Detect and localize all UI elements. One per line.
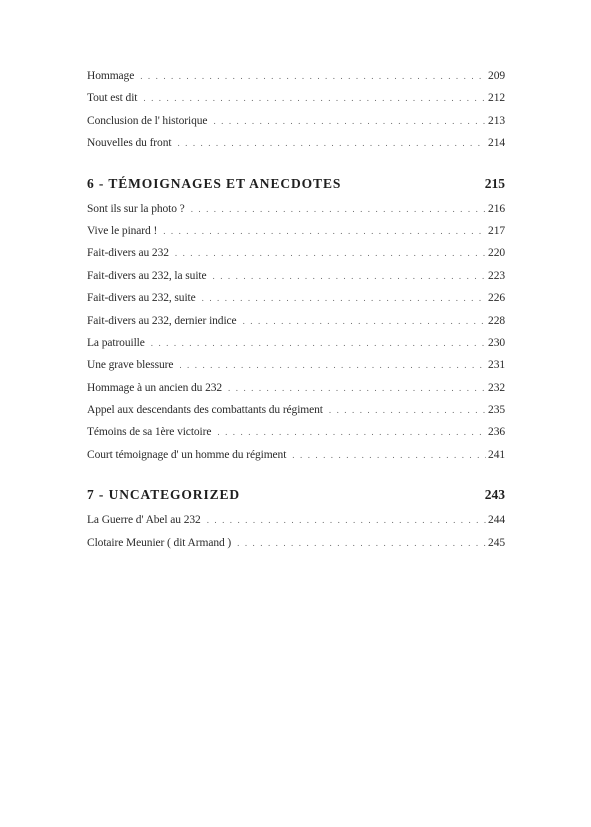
dot-leader — [228, 383, 486, 393]
dot-leader — [207, 515, 486, 525]
toc-entry[interactable] — [87, 426, 505, 448]
toc-entry[interactable] — [87, 382, 505, 404]
toc-entry[interactable] — [87, 537, 505, 559]
toc-entry-page: 236 — [488, 426, 505, 439]
toc-entry-title: Clotaire Meunier ( dit Armand ) — [87, 536, 232, 549]
toc-entry-title: Une grave blessure — [87, 359, 174, 372]
toc-entry-title: Hommage à un ancien du 232 — [87, 381, 223, 394]
dot-leader — [179, 360, 486, 370]
toc-entry[interactable] — [87, 337, 505, 359]
dot-leader — [140, 71, 486, 81]
dot-leader — [217, 427, 486, 437]
toc-entry-title: La patrouille — [87, 336, 145, 349]
toc-entry[interactable] — [87, 270, 505, 292]
toc-entry-page: 220 — [488, 247, 505, 260]
chapter-page: 243 — [484, 487, 505, 503]
dot-leader — [213, 271, 487, 281]
toc-entry-page: 244 — [488, 514, 505, 527]
toc-entry-page: 217 — [488, 224, 505, 237]
dot-leader — [151, 338, 486, 348]
toc-entry-title: Conclusion de l' historique — [87, 114, 208, 127]
toc-entry-title: Fait-divers au 232 — [87, 247, 169, 260]
dot-leader — [202, 293, 486, 303]
toc-entry[interactable] — [87, 92, 505, 114]
toc-entry-page: 216 — [488, 202, 505, 215]
dot-leader — [329, 405, 486, 415]
chapter-heading[interactable] — [87, 176, 505, 192]
chapter-page: 215 — [484, 175, 505, 191]
toc-entry-title: Sont ils sur la photo ? — [87, 202, 185, 215]
toc-entry-title: Fait-divers au 232, dernier indice — [87, 314, 237, 327]
toc-entry-page: 245 — [488, 536, 505, 549]
toc-entry-page: 212 — [488, 92, 505, 105]
toc-entry[interactable] — [87, 315, 505, 337]
toc-entry-title: La Guerre d' Abel au 232 — [87, 514, 201, 527]
toc-entry-page: 230 — [488, 336, 505, 349]
dot-leader — [177, 138, 486, 148]
toc-entry-title: Court témoignage d' un homme du régiment — [87, 448, 287, 461]
toc-entry[interactable] — [87, 247, 505, 269]
toc-entry[interactable] — [87, 514, 505, 536]
dot-leader — [163, 226, 486, 236]
toc-entry-page: 241 — [488, 448, 505, 461]
toc-entry-page: 228 — [488, 314, 505, 327]
toc-entry-page: 235 — [488, 404, 505, 417]
toc-entry-page: 214 — [488, 137, 505, 150]
toc-entry[interactable] — [87, 203, 505, 225]
chapter-heading[interactable] — [87, 487, 505, 503]
toc-entry-title: Tout est dit — [87, 92, 138, 105]
toc-entry-page: 231 — [488, 359, 505, 372]
toc-entry-page: 209 — [488, 70, 505, 82]
dot-leader — [237, 538, 486, 548]
toc-entry-page: 232 — [488, 381, 505, 394]
toc-entry[interactable] — [87, 225, 505, 247]
toc-entry-title: Nouvelles du front — [87, 137, 172, 150]
chapter-title: 7 - UNCATEGORIZED — [87, 487, 241, 503]
toc-entry-page: 226 — [488, 292, 505, 305]
toc-entry-title: Hommage — [87, 70, 135, 82]
toc-section-continued — [87, 70, 505, 160]
toc-entry-title: Fait-divers au 232, suite — [87, 292, 196, 305]
chapter-title: 6 - TÉMOIGNAGES ET ANECDOTES — [87, 175, 342, 191]
toc-entry-title: Vive le pinard ! — [87, 224, 158, 237]
toc-entry-page: 213 — [488, 114, 505, 127]
table-of-contents — [87, 70, 505, 559]
toc-section-chapter-7 — [87, 487, 505, 559]
toc-entry[interactable] — [87, 70, 505, 92]
dot-leader — [213, 116, 486, 126]
dot-leader — [175, 248, 486, 258]
dot-leader — [292, 450, 486, 460]
toc-entry-title: Témoins de sa 1ère victoire — [87, 426, 212, 439]
toc-entry[interactable] — [87, 292, 505, 314]
toc-entry-title: Fait-divers au 232, la suite — [87, 269, 207, 282]
toc-section-chapter-6 — [87, 176, 505, 472]
toc-entry[interactable] — [87, 359, 505, 381]
toc-entry[interactable] — [87, 115, 505, 137]
dot-leader — [191, 204, 486, 214]
dot-leader — [143, 93, 486, 103]
toc-entry-title: Appel aux descendants des combattants du régiment — [87, 404, 323, 417]
toc-entry[interactable] — [87, 404, 505, 426]
toc-entry[interactable] — [87, 137, 505, 159]
dot-leader — [243, 316, 486, 326]
toc-entry-page: 223 — [488, 269, 505, 282]
toc-entry[interactable] — [87, 449, 505, 471]
